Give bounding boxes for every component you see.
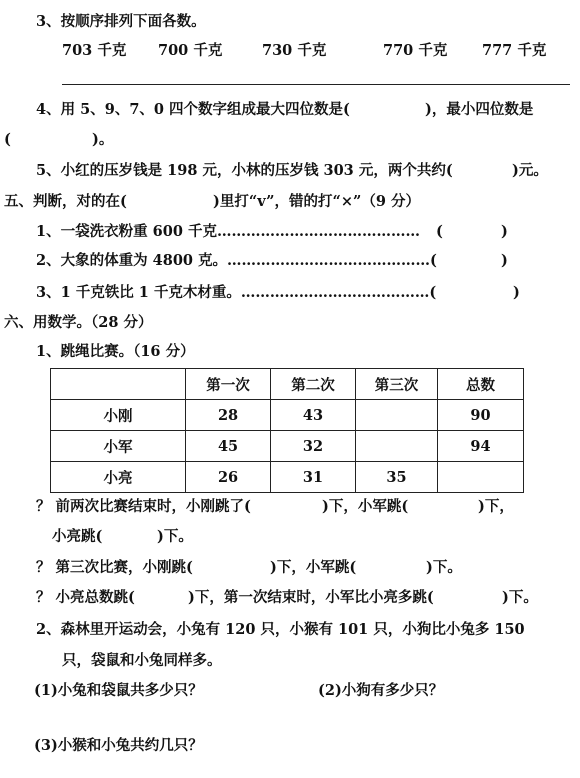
weight-item: 770 千克 (383, 42, 448, 59)
q3-prompt: 3、按顺序排列下面各数。 (36, 13, 206, 30)
judge-close-paren: ) (513, 284, 520, 301)
q1-title: 1、跳绳比赛。（16 分） (36, 343, 195, 360)
q2-line2: 只，袋鼠和小兔同样多。 (62, 652, 222, 669)
sub2-a: ？ 第三次比赛，小刚跳( (36, 559, 193, 576)
answer-line[interactable] (62, 84, 570, 85)
judge-item-1: 1、一袋洗衣粉重 600 千克…………………………………… (36, 223, 420, 240)
q4-part1: 4、用 5、9、7、0 四个数字组成最大四位数是( (36, 101, 350, 118)
q4-part4: )。 (92, 131, 114, 148)
q4-part2: )，最小四位数是 (425, 101, 534, 118)
table-header-cell: 第三次 (356, 369, 438, 400)
q2-ask2: (2)小狗有多少只？ (318, 682, 444, 699)
q2-line1: 2、森林里开运动会，小兔有 120 只，小猴有 101 只，小狗比小兔多 150 (36, 621, 525, 638)
table-header-cell: 总数 (438, 369, 524, 400)
judge-open-paren: ( (436, 223, 443, 240)
table-row (51, 400, 524, 431)
q5-part2: )元。 (512, 162, 548, 179)
sub1-b: )下，小军跳( (322, 498, 409, 515)
table-cell: 35 (356, 462, 438, 493)
weight-item: 730 千克 (262, 42, 327, 59)
score-table (50, 368, 524, 493)
q4-part3: ( (4, 131, 11, 148)
table-cell: 小刚 (51, 400, 186, 431)
sub2-b: )下，小军跳( (270, 559, 357, 576)
table-cell: 94 (438, 431, 524, 462)
sub1-c: )下， (478, 498, 514, 515)
table-cell[interactable] (438, 462, 524, 493)
weight-item: 700 千克 (158, 42, 223, 59)
q5-part1: 5、小红的压岁钱是 198 元，小林的压岁钱 303 元，两个共约( (36, 162, 453, 179)
sub3-a: ？ 小亮总数跳( (36, 589, 135, 606)
judge-item-2: 2、大象的体重为 4800 克。……………………………………( (36, 252, 437, 269)
table-cell[interactable] (356, 400, 438, 431)
q2-ask1: (1)小兔和袋鼠共多少只？ (34, 682, 203, 699)
table-cell: 43 (271, 400, 356, 431)
table-cell: 小军 (51, 431, 186, 462)
sub1-e: )下。 (157, 528, 193, 545)
weight-item: 777 千克 (482, 42, 547, 59)
table-cell: 32 (271, 431, 356, 462)
section5-heading-part2: )里打“v”，错的打“×”（9 分） (213, 193, 420, 210)
sub1-a: ？ 前两次比赛结束时，小刚跳了( (36, 498, 251, 515)
section5-heading-part1: 五、判断，对的在( (4, 193, 127, 210)
sub2-c: )下。 (426, 559, 462, 576)
table-cell: 28 (186, 400, 271, 431)
table-header-cell: 第二次 (271, 369, 356, 400)
judge-close-paren: ) (501, 252, 508, 269)
table-row (51, 462, 524, 493)
judge-item-3: 3、1 千克铁比 1 千克木材重。…………………………………( (36, 284, 437, 301)
table-cell: 90 (438, 400, 524, 431)
table-cell: 45 (186, 431, 271, 462)
table-cell: 26 (186, 462, 271, 493)
sub3-c: )下。 (502, 589, 538, 606)
q2-ask3: (3)小猴和小兔共约几只？ (34, 737, 203, 754)
table-row (51, 431, 524, 462)
table-header-row (51, 369, 524, 400)
section6-heading: 六、用数学。（28 分） (4, 314, 153, 331)
judge-close-paren: ) (501, 223, 508, 240)
sub1-d: 小亮跳( (52, 528, 103, 545)
table-header-cell: 第一次 (186, 369, 271, 400)
table-cell: 小亮 (51, 462, 186, 493)
sub3-b: )下，第一次结束时，小军比小亮多跳( (188, 589, 434, 606)
table-header-cell (51, 369, 186, 400)
weight-item: 703 千克 (62, 42, 127, 59)
table-cell[interactable] (356, 431, 438, 462)
table-cell: 31 (271, 462, 356, 493)
